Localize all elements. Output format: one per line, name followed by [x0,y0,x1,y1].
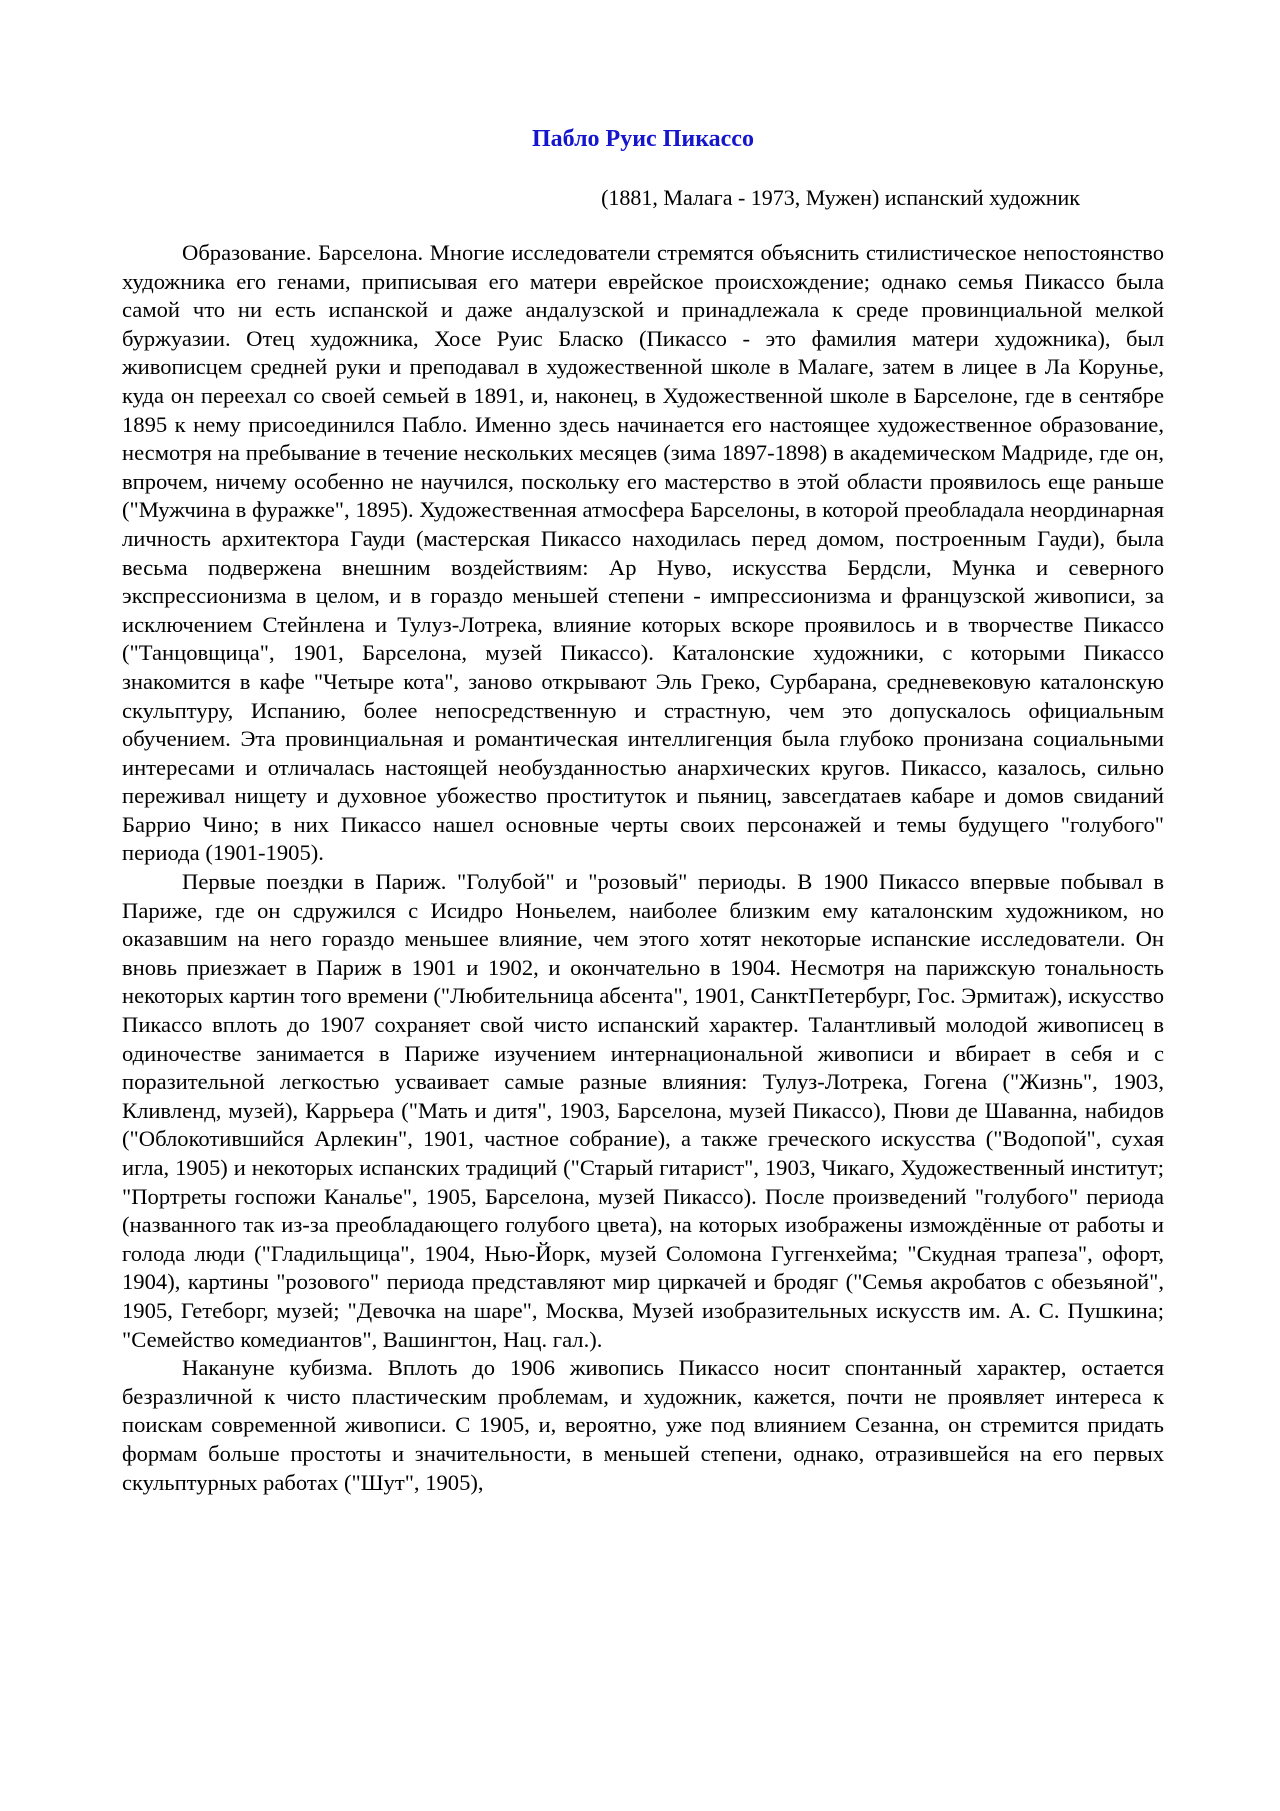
document-body [122,239,1164,1497]
paragraph-first-paris-trips: Первые поездки в Париж. "Голубой" и "розовый" периоды. В 1900 Пикассо впервые побывал в Париже, где он сдружился с Исидро Ноньелем, наиболее близким ему каталонским художником, но оказавшим на него гораздо меньшее влияние, чем этого хотят некоторые испанские исследователи. Он вновь приезжает в Париж в 1901 и 1902, и окончательно в 1904. Несмотря на парижскую тональность некоторых картин того времени ("Любительница абсента", 1901, СанктПетербург, Гос. Эрмитаж), искусство Пикассо вплоть до 1907 сохраняет свой чисто испанский характер. Талантливый молодой живописец в одиночестве занимается в Париже изучением интернациональной живописи и вбирает в себя и с поразительной легкостью усваивает самые разные влияния: Тулуз-Лотрека, Гогена ("Жизнь", 1903, Кливленд, музей), Каррьера ("Мать и дитя", 1903, Барселона, музей Пикассо), Пюви де Шаванна, набидов ("Облокотившийся Арлекин", 1901, частное собрание), а также греческого искусства ("Водопой", сухая игла, 1905) и некоторых испанских традиций ("Старый гитарист", 1903, Чикаго, Художественный институт; "Портреты госпожи Каналье", 1905, Барселона, музей Пикассо). После произведений "голубого" периода (названного так из-за преобладающего голубого цвета), на которых изображены измождённые от работы и голода люди ("Гладильщица", 1904, Нью-Йорк, музей Соломона Гуггенхейма; "Скудная трапеза", офорт, 1904), картины "розового" периода представляют мир циркачей и бродяг ("Семья акробатов с обезьяной", 1905, Гетеборг, музей; "Девочка на шаре", Москва, Музей изобразительных искусств им. А. С. Пушкина; "Семейство комедиантов", Вашингтон, Нац. гал.). [122,869,1164,1352]
page-title: Пабло Руис Пикассо [532,126,754,152]
document-page [122,0,1164,1497]
paragraph-education: Образование. Барселона. Многие исследователи стремятся объяснить стилистическое непостоянство художника его генами, приписывая его матери еврейское происхождение; однако семья Пикассо была самой что ни есть испанской и даже андалузской и принадлежала к среде провинциальной мелкой буржуазии. Отец художника, Хосе Руис Бласко (Пикассо - это фамилия матери художника), был живописцем средней руки и преподавал в художественной школе в Малаге, затем в лицее в Ла Корунье, куда он переехал со своей семьей в 1891, и, наконец, в Художественной школе в Барселоне, где в сентябре 1895 к нему присоединился Пабло. Именно здесь начинается его настоящее художественное образование, несмотря на пребывание в течение нескольких месяцев (зима 1897-1898) в академическом Мадриде, где он, впрочем, ничему особенно не научился, поскольку его мастерство в этой области проявилось еще раньше ("Мужчина в фуражке", 1895). Художественная атмосфера Барселоны, в которой преобладала неординарная личность архитектора Гауди (мастерская Пикассо находилась перед домом, построенным Гауди), была весьма подвержена внешним воздействиям: Ар Нуво, искусства Бердсли, Мунка и северного экспрессионизма в целом, и в гораздо меньшей степени - импрессионизма и французской живописи, за исключением Стейнлена и Тулуз-Лотрека, влияние которых вскоре проявилось и в творчестве Пикассо ("Танцовщица", 1901, Барселона, музей Пикассо). Каталонские художники, с которыми Пикассо знакомится в кафе "Четыре кота", заново открывают Эль Греко, Сурбарана, средневековую каталонскую скульптуру, Испанию, более непосредственную и страстную, чем это допускалось официальным обучением. Эта провинциальная и романтическая интеллигенция была глубоко пронизана социальными интересами и отличалась настоящей необузданностью анархических кругов. Пикассо, казалось, сильно переживал нищету и духовное убожество проституток и пьяниц, завсегдатаев кабаре и домов свиданий Баррио Чино; в них Пикассо нашел основные черты своих персонажей и темы будущего "голубого" периода (1901-1905). [122,240,1164,866]
paragraph-eve-of-cubism: Накануне кубизма. Вплоть до 1906 живопись Пикассо носит спонтанный характер, остается безразличной к чисто пластическим проблемам, и художник, кажется, почти не проявляет интереса к поискам современной живописи. С 1905, и, вероятно, уже под влиянием Сезанна, он стремится придать формам больше простоты и значительности, в меньшей степени, однако, отразившейся на его первых скульптурных работах ("Шут", 1905), [122,1355,1164,1495]
page-subtitle: (1881, Малага - 1973, Мужен) испанский художник [601,185,1080,210]
